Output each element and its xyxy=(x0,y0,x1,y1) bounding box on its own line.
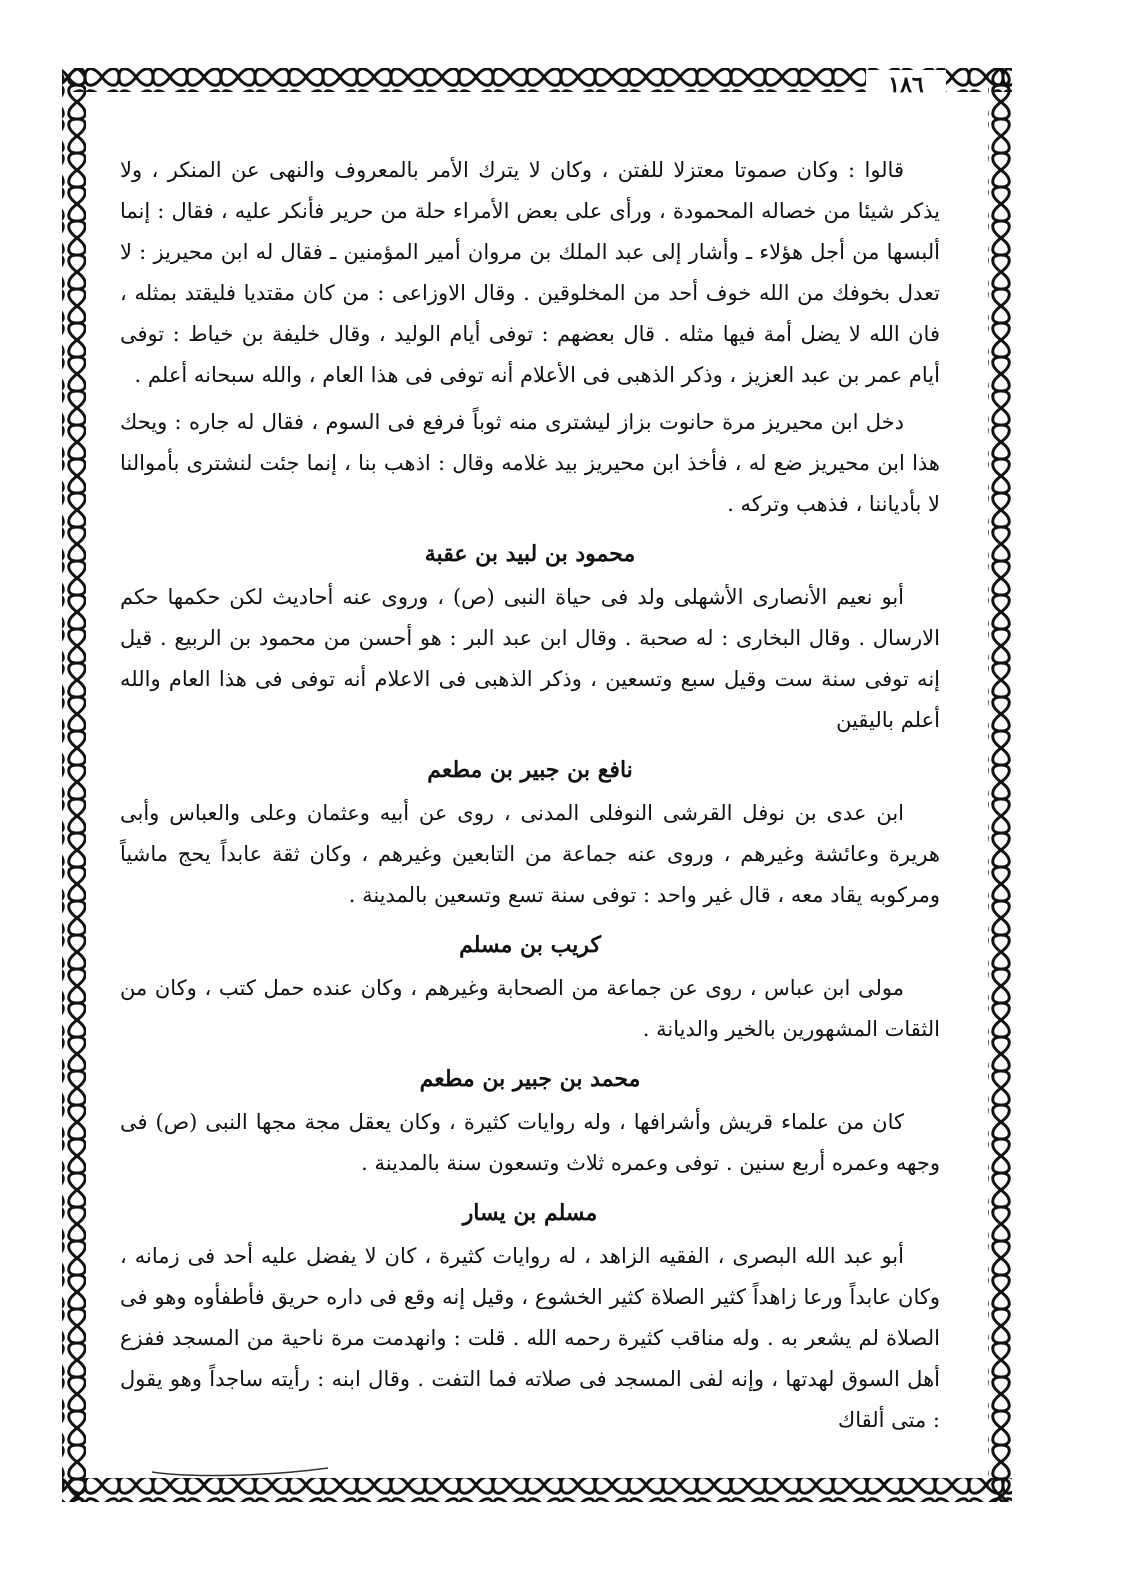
border-right xyxy=(988,68,1012,1502)
section-heading: محمد بن جبير بن مطعم xyxy=(419,1066,641,1092)
text-body xyxy=(120,150,940,1447)
handwritten-underline xyxy=(150,1464,330,1480)
paragraph: قالوا : وكان صموتا معتزلا للفتن ، وكان لا يترك الأمر بالمعروف والنهى عن المنكر ، ولا يذكر شيئا من خصاله المحمودة ، ورأى على بعض الأمراء حلة من حرير فأنكر عليه ، فقال : إنما ألبسها من أجل هؤلاء ـ وأشار إلى عبد الملك بن مروان أمير المؤمنين ـ فقال له ابن محيريز : لا تعدل بخوفك من الله خوف أحد من المخلوقين . وقال الاوزاعى : من كان مقتديا فليقتد بمثله ، فان الله لا يضل أمة فيها مثله . قال بعضهم : توفى أيام الوليد ، وقال خليفة بن خياط : توفى أيام عمر بن عبد العزيز ، وذكر الذهبى فى الأعلام أنه توفى فى هذا العام ، والله سبحانه أعلم . xyxy=(120,158,941,387)
paragraph: كان من علماء قريش وأشرافها ، وله روايات كثيرة ، وكان يعقل مجة مجها النبى (ص) فى وجهه وعمره أربع سنين . توفى وعمره ثلاث وتسعون سنة بالمدينة . xyxy=(120,1110,940,1175)
paragraph: ابن عدى بن نوفل القرشى النوفلى المدنى ، روى عن أبيه وعثمان وعلى والعباس وأبى هريرة وعائشة وغيرهم ، وروى عنه جماعة من التابعين وغيرهم ، وكان ثقة عابداً يحج ماشياً ومركوبه يقاد معه ، قال غير واحد : توفى سنة تسع وتسعين بالمدينة . xyxy=(120,801,940,907)
page-number: ١٨٦ xyxy=(866,70,946,100)
paragraph: مولى ابن عباس ، روى عن جماعة من الصحابة وغيرهم ، وكان عنده حمل كتب ، وكان من الثقات المشهورين بالخير والديانة . xyxy=(120,976,940,1041)
section-heading: محمود بن لبيد بن عقبة xyxy=(424,541,636,567)
border-left xyxy=(62,68,86,1502)
border-bottom xyxy=(62,1478,1012,1502)
paragraph: أبو عبد الله البصرى ، الفقيه الزاهد ، له روايات كثيرة ، كان لا يفضل عليه أحد فى زمانه ، وكان عابداً ورعا زاهداً كثير الصلاة كثير الخشوع ، وقيل إنه وقع فى داره حريق فأطفأوه وهو فى الصلاة لم يشعر به . وله مناقب كثيرة رحمه الله . قلت : وانهدمت مرة ناحية من المسجد ففزع أهل السوق لهدتها ، وإنه لفى المسجد فى صلاته فما التفت . وقال ابنه : رأيته ساجداً وهو يقول : متى ألقاك xyxy=(120,1244,940,1432)
paragraph: أبو نعيم الأنصارى الأشهلى ولد فى حياة النبى (ص) ، وروى عنه أحاديث لكن حكمها حكم الارسال . وقال البخارى : له صحبة . وقال ابن عبد البر : هو أحسن من محمود بن الربيع . قيل إنه توفى سنة ست وقيل سبع وتسعين ، وذكر الذهبى فى الاعلام أنه توفى فى هذا العام والله أعلم باليقين xyxy=(120,585,940,732)
section-heading: كريب بن مسلم xyxy=(459,932,601,958)
section-heading: نافع بن جبير بن مطعم xyxy=(427,757,633,783)
paragraph: دخل ابن محيريز مرة حانوت بزاز ليشترى منه ثوباً فرفع فى السوم ، فقال له جاره : ويحك هذا ابن محيريز ضع له ، فأخذ ابن محيريز بيد غلامه وقال : اذهب بنا ، إنما جئت لنشترى بأموالنا لا بأدياننا ، فذهب وتركه . xyxy=(120,410,940,516)
section-heading: مسلم بن يسار xyxy=(462,1200,598,1226)
